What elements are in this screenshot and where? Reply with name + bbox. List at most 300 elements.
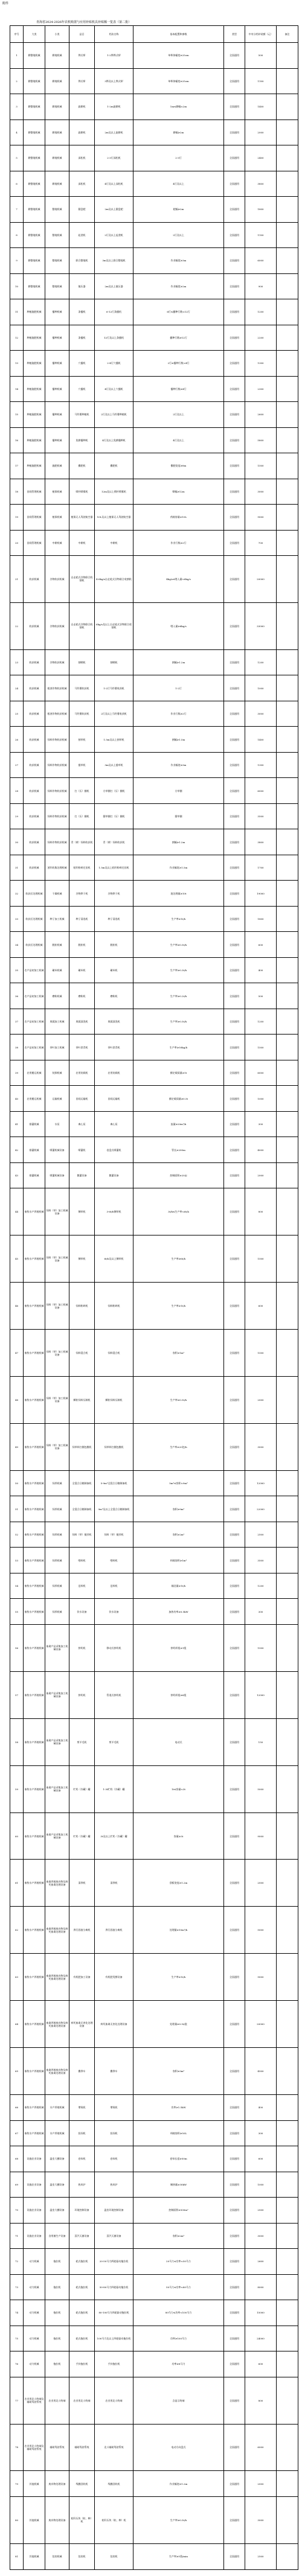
minor-category: 根茎作物收获机械: [45, 675, 69, 701]
row-number: 60: [10, 1812, 24, 1860]
major-category: 畜牧水产养殖机械: [24, 2048, 45, 2095]
type-cell: 全国通用: [224, 1423, 245, 1470]
note-cell: [277, 1111, 298, 1137]
row-number: 45: [10, 1235, 24, 1283]
type-cell: 全国通用: [224, 752, 245, 778]
spec-cell: 功率≥1.5kW: [133, 2095, 224, 2121]
item-name: 镇压器: [69, 273, 95, 299]
spec-cell: 生产率≥0.5t/h: [133, 2496, 224, 2543]
item-name: 茶叶杀青机: [69, 1035, 95, 1060]
subsidy-cell: 2000: [245, 120, 277, 145]
major-category: 畜牧水产养殖机械: [24, 1765, 45, 1812]
type-cell: 全国通用: [224, 197, 245, 223]
grade-name: 100马力及以上四轮驱动拖拉机: [95, 2326, 133, 2351]
table-row: [10, 2351, 298, 2377]
minor-category: 畜禽养殖废弃物及病死畜禽处理设备: [45, 2001, 69, 2048]
major-category: 畜牧水产养殖机械: [24, 1599, 45, 1625]
grade-name: 离心泵: [95, 1111, 133, 1137]
table-row: [10, 2543, 298, 2569]
major-category: 耕整地机械: [24, 273, 45, 299]
row-number: 48: [10, 1377, 24, 1424]
spec-cell: 4行及以上: [133, 427, 224, 453]
item-name: 秸秆粉碎还田机: [69, 855, 95, 881]
item-name: 挤奶机: [69, 1671, 95, 1718]
spec-cell: 容积≥2m³: [133, 2223, 224, 2249]
spec-cell: 割幅≥1.2m: [133, 829, 224, 855]
item-name: 蒸汽灭菌设备: [69, 2223, 95, 2249]
minor-category: 喷灌机械设备: [45, 1162, 69, 1188]
subsidy-cell: 1100: [245, 222, 277, 248]
note-cell: [277, 1718, 298, 1765]
table-row: [10, 1137, 298, 1163]
major-category: 种植施肥机械: [24, 351, 45, 377]
note-cell: [277, 602, 298, 649]
spec-cell: 4kg/s≤喂入量<6kg/s: [133, 556, 224, 603]
subsidy-cell: 1400: [245, 94, 277, 120]
item-name: 环境控制设备: [69, 2198, 95, 2224]
minor-category: 耕地机械: [45, 43, 69, 69]
spec-cell: 生产率≥0.5t/h: [133, 1009, 224, 1035]
item-name: 脱粒机: [69, 932, 95, 958]
major-category: 农产品初加工机械: [24, 1009, 45, 1035]
table-row: [10, 2198, 298, 2224]
item-name: 全混合日粮制备机: [69, 1470, 95, 1496]
item-name: 铧式犁: [69, 43, 95, 69]
subsidy-cell: 12000: [245, 1671, 277, 1718]
row-number: 25: [10, 701, 24, 727]
major-category: 畜牧水产养殖机械: [24, 1671, 45, 1718]
note-cell: [277, 855, 298, 881]
subsidy-cell: 1500: [245, 1624, 277, 1671]
spec-cell: 50马力≤功率<80马力: [133, 2274, 224, 2300]
note-cell: [277, 351, 298, 377]
row-number: 5: [10, 145, 24, 171]
spec-cell: 20马力≤功率<50马力: [133, 2249, 224, 2275]
major-category: 收获后处理机械: [24, 932, 45, 958]
spec-cell: 容积≥3m³: [133, 2048, 224, 2095]
grade-name: 投饲机: [95, 2120, 133, 2146]
table-row: [10, 2326, 298, 2351]
type-cell: 全国通用: [224, 1009, 245, 1035]
minor-category: 根茎作物收获机械: [45, 701, 69, 727]
grade-name: 3-6t/h铡草机: [95, 1188, 133, 1235]
type-cell: 全国通用: [224, 2471, 245, 2497]
row-number: 19: [10, 505, 24, 531]
note-cell: [277, 325, 298, 351]
spec-cell: 批处理量≥10t: [133, 881, 224, 907]
major-category: 种植施肥机械: [24, 325, 45, 351]
subsidy-cell: 1000: [245, 2172, 277, 2198]
spec-cell: 额定载质量≥1t: [133, 1060, 224, 1086]
subsidy-cell: 15000: [245, 2300, 277, 2326]
spec-cell: 卷帘长度≥50m: [133, 2146, 224, 2172]
col-header: 类型: [224, 26, 245, 43]
subsidy-cell: 20000: [245, 556, 277, 603]
note-cell: [277, 2172, 298, 2198]
table-row: [10, 145, 298, 171]
type-cell: 全国通用: [224, 273, 245, 299]
row-number: 47: [10, 1330, 24, 1377]
row-number: 9: [10, 248, 24, 274]
minor-category: 水产养殖机械: [45, 2120, 69, 2146]
subsidy-cell: 9000: [245, 1812, 277, 1860]
major-category: 畜牧水产养殖机械: [24, 1573, 45, 1599]
type-cell: 全国通用: [224, 505, 245, 531]
grade-name: 饲料（草）搅拌机: [95, 1522, 133, 1548]
note-cell: [277, 376, 298, 402]
spec-cell: 1t≤容量<3t: [133, 1765, 224, 1812]
major-category: 排灌机械: [24, 1137, 45, 1163]
subsidy-cell: 800: [245, 2377, 277, 2424]
note-cell: [277, 222, 298, 248]
table-row: [10, 2300, 298, 2326]
item-name: 自走轮式谷物联合收割机: [69, 556, 95, 603]
table-row: [10, 2223, 298, 2249]
major-category: 动力机械: [24, 2351, 45, 2377]
grade-name: 移动式挤奶机: [95, 1624, 133, 1671]
type-cell: 全国通用: [224, 1573, 245, 1599]
row-number: 7: [10, 197, 24, 223]
minor-category: 饲料（草）加工机械设备: [45, 1283, 69, 1330]
table-row: [10, 1283, 298, 1330]
type-cell: 全国通用: [224, 2543, 245, 2569]
spec-cell: 料箱容积≥1m³: [133, 1548, 224, 1573]
table-row: [10, 197, 298, 223]
item-name: 旋耕机: [69, 94, 95, 120]
spec-cell: 单犁体幅宽≥25cm: [133, 43, 224, 69]
minor-category: 茎秆收集处理机械: [45, 855, 69, 881]
minor-category: 包装机械: [45, 2543, 69, 2569]
item-name: 全混合日粮制备机: [69, 1496, 95, 1522]
row-number: 10: [10, 273, 24, 299]
type-cell: 全国通用: [224, 1812, 245, 1860]
subsidy-cell: 8000: [245, 2274, 277, 2300]
subsidy-cell: 150: [245, 1718, 277, 1765]
grade-name: 有机肥发酵设备: [95, 1954, 133, 2001]
minor-category: 磨粉机械: [45, 983, 69, 1009]
row-number: 18: [10, 479, 24, 505]
subsidy-cell: 900: [245, 273, 277, 299]
table-row: [10, 727, 298, 753]
note-cell: [277, 1086, 298, 1112]
spec-cell: 播种行数≥12行: [133, 325, 224, 351]
grade-name: 2m及以上旋耕机: [95, 120, 133, 145]
note-cell: [277, 2274, 298, 2300]
row-number: 16: [10, 427, 24, 453]
grade-name: 茶叶杀青机: [95, 1035, 133, 1060]
spec-cell: 作业幅宽≥3m: [133, 752, 224, 778]
row-number: 26: [10, 727, 24, 753]
grade-name: 增氧机: [95, 2095, 133, 2121]
table-row: [10, 351, 298, 377]
row-number: 78: [10, 2424, 24, 2471]
major-category: 耕整地机械: [24, 197, 45, 223]
row-number: 70: [10, 2198, 24, 2224]
type-cell: 全国通用: [224, 427, 245, 453]
spec-cell: 生产率≥1t/h: [133, 906, 224, 932]
table-header-row: [10, 26, 298, 43]
spec-cell: 耙幅≥2m: [133, 197, 224, 223]
major-category: 畜牧水产养殖机械: [24, 1522, 45, 1548]
grade-name: 饮水设备: [95, 1599, 133, 1625]
table-row: [10, 957, 298, 983]
row-number: 11: [10, 299, 24, 325]
minor-category: 整地机械: [45, 248, 69, 274]
item-name: 撒肥机: [69, 453, 95, 479]
subsidy-cell: 1200: [245, 299, 277, 325]
major-category: 收获机械: [24, 602, 45, 649]
spec-cell: 药箱容量≥10L: [133, 505, 224, 531]
row-number: 44: [10, 1188, 24, 1235]
grade-name: 脱粒机: [95, 932, 133, 958]
table-row: [10, 1423, 298, 1470]
row-number: 3: [10, 94, 24, 120]
item-name: 轮式拖拉机: [69, 2274, 95, 2300]
major-category: 耕整地机械: [24, 145, 45, 171]
table-row: [10, 855, 298, 881]
table-row: [10, 1060, 298, 1086]
table-row: [10, 2095, 298, 2121]
subsidy-cell: 1200: [245, 649, 277, 675]
subsidy-cell: 1700: [245, 855, 277, 881]
subsidy-cell: 1200: [245, 1573, 277, 1599]
item-name: 包装机: [69, 2543, 95, 2569]
subsidy-cell: 2500: [245, 2198, 277, 2224]
note-cell: [277, 145, 298, 171]
row-number: 24: [10, 675, 24, 701]
major-category: 农业用北斗终端及辅助驾驶系统: [24, 2424, 45, 2471]
minor-category: 整地机械: [45, 273, 69, 299]
subsidy-cell: 1300: [245, 351, 277, 377]
item-name: 自走轮式谷物联合收割机: [69, 602, 95, 649]
major-category: 畜牧水产养殖机械: [24, 2001, 45, 2048]
subsidy-cell: 5000: [245, 1907, 277, 1954]
type-cell: 全国通用: [224, 2351, 245, 2377]
item-name: 辅助驾驶系统: [69, 2424, 95, 2471]
note-cell: [277, 983, 298, 1009]
note-cell: [277, 1235, 298, 1283]
major-category: 畜牧水产养殖机械: [24, 1954, 45, 2001]
spec-cell: 生产率≥50kg/h: [133, 1035, 224, 1060]
row-number: 39: [10, 1060, 24, 1086]
major-category: 排灌机械: [24, 1111, 45, 1137]
item-name: 穴播机: [69, 351, 95, 377]
major-category: 种植施肥机械: [24, 402, 45, 428]
table-row: [10, 68, 298, 94]
type-cell: 全国通用: [224, 2001, 245, 2048]
item-name: 饲草料打捆包膜机: [69, 1423, 95, 1470]
row-number: 15: [10, 402, 24, 428]
item-name: 残膜回收机: [69, 2471, 95, 2497]
subsidy-cell: 3800: [245, 171, 277, 197]
spec-cell: 割幅≥1.5m: [133, 727, 224, 753]
grade-name: 1-2m旋耕机: [95, 94, 133, 120]
table-row: [10, 2496, 298, 2543]
subsidy-cell: 1800: [245, 197, 277, 223]
note-cell: [277, 530, 298, 556]
table-row: [10, 932, 298, 958]
table-row: [10, 2001, 298, 2048]
subsidy-cell: 300: [245, 1599, 277, 1625]
subsidy-cell: 500: [245, 983, 277, 1009]
grade-name: 卷盘式喷灌机: [95, 1137, 133, 1163]
note-cell: [277, 829, 298, 855]
minor-category: 运输机械: [45, 1086, 69, 1112]
type-cell: 全国通用: [224, 2146, 245, 2172]
row-number: 2: [10, 68, 24, 94]
subsidy-cell: 1500: [245, 1330, 277, 1377]
item-name: 搂草机: [69, 752, 95, 778]
grade-name: 4-6kg/s自走轮式谷物联合收割机: [95, 556, 133, 603]
spec-cell: 生产率≥0.3t/h: [133, 957, 224, 983]
major-category: 畜牧水产养殖机械: [24, 1377, 45, 1424]
subsidy-cell: 1400: [245, 727, 277, 753]
type-cell: 全国通用: [224, 1377, 245, 1424]
type-cell: 全国通用: [224, 855, 245, 881]
note-cell: [277, 1496, 298, 1522]
spec-cell: 2-3行: [133, 145, 224, 171]
item-name: 铡草机: [69, 1188, 95, 1235]
row-number: 36: [10, 983, 24, 1009]
table-row: [10, 1860, 298, 1907]
row-number: 23: [10, 649, 24, 675]
grade-name: 撒肥机: [95, 453, 133, 479]
subsidy-cell: 4500: [245, 2048, 277, 2095]
note-cell: [277, 505, 298, 531]
minor-category: 水产养殖机械: [45, 2095, 69, 2121]
item-name: 粪污固液分离机: [69, 1907, 95, 1954]
table-row: [10, 1599, 298, 1625]
minor-category: 碾米机械: [45, 957, 69, 983]
row-number: 14: [10, 376, 24, 402]
grade-name: 饲草料打捆包膜机: [95, 1423, 133, 1470]
table-row: [10, 1470, 298, 1496]
row-number: 20: [10, 530, 24, 556]
note-cell: [277, 1423, 298, 1470]
type-cell: 全国通用: [224, 649, 245, 675]
note-cell: [277, 2424, 298, 2471]
minor-category: 植保机械: [45, 479, 69, 505]
major-category: 其他机械: [24, 2543, 45, 2569]
subsidy-cell: 3500: [245, 1548, 277, 1573]
table-row: [10, 2377, 298, 2424]
subsidy-cell: 2400: [245, 145, 277, 171]
subsidy-cell: 2200: [245, 325, 277, 351]
major-category: 畜牧水产养殖机械: [24, 1860, 45, 1907]
type-cell: 全国通用: [224, 43, 245, 69]
type-cell: 全国通用: [224, 351, 245, 377]
table-row: [10, 530, 298, 556]
item-name: 条播机: [69, 299, 95, 325]
spec-cell: 挤奶杯组≥1组: [133, 1624, 224, 1671]
row-number: 69: [10, 2172, 24, 2198]
minor-category: 耕地机械: [45, 94, 69, 120]
type-cell: 全国通用: [224, 299, 245, 325]
minor-category: 植保机械: [45, 505, 69, 531]
type-cell: 全国通用: [224, 778, 245, 804]
subsidy-cell: 6000: [245, 1060, 277, 1086]
note-cell: [277, 2249, 298, 2275]
grade-name: 4行及以上免耕播种机: [95, 427, 133, 453]
minor-category: 谷物收获机械: [45, 556, 69, 603]
row-number: 38: [10, 1035, 24, 1060]
type-cell: 全国通用: [224, 1860, 245, 1907]
row-number: 40: [10, 1086, 24, 1112]
item-name: 手扶拖拉机: [69, 2351, 95, 2377]
spec-cell: 5m³≤容积<9m³: [133, 1470, 224, 1496]
minor-category: 果蔬加工机械: [45, 1009, 69, 1035]
table-row: [10, 427, 298, 453]
item-name: 喷灌机: [69, 1137, 95, 1163]
spec-cell: 容积≥1m³: [133, 1330, 224, 1377]
table-row: [10, 2249, 298, 2275]
item-name: 马铃薯收获机: [69, 701, 95, 727]
note-cell: [277, 2146, 298, 2172]
type-cell: 全国通用: [224, 1235, 245, 1283]
item-name: 卷帘机: [69, 2146, 95, 2172]
row-number: 67: [10, 2120, 24, 2146]
note-cell: [277, 2095, 298, 2121]
grade-name: 卷帘机: [95, 2146, 133, 2172]
note-cell: [277, 2471, 298, 2497]
subsidy-cell: 600: [245, 932, 277, 958]
spec-cell: 生产率≥5袋/min: [133, 2543, 224, 2569]
minor-category: 废弃物处理设备: [45, 2471, 69, 2497]
type-cell: 全国通用: [224, 2496, 245, 2543]
subsidy-cell: 24000: [245, 2326, 277, 2351]
row-number: 73: [10, 2274, 24, 2300]
minor-category: 辅助驾驶系统: [45, 2424, 69, 2471]
item-name: 离心泵: [69, 1111, 95, 1137]
note-cell: [277, 1060, 298, 1086]
spec-cell: 容积≥2m³: [133, 1522, 224, 1548]
spec-cell: 料箱容积≥50L: [133, 2120, 224, 2146]
major-category: 农用搬运机械: [24, 1086, 45, 1112]
subsidy-cell: 600: [245, 1283, 277, 1330]
grade-name: 饲料粉碎机: [95, 1283, 133, 1330]
spec-cell: 割幅≥1.2m: [133, 649, 224, 675]
row-number: 51: [10, 1496, 24, 1522]
grade-name: 10L及以上植保无人驾驶航空器: [95, 505, 133, 531]
grade-name: 20-50马力两轮驱动拖拉机: [95, 2249, 133, 2275]
note-cell: [277, 120, 298, 145]
grade-name: 饲料混合机: [95, 1330, 133, 1377]
grade-name: 6kg/s及以上自走轮式谷物联合收割机: [95, 602, 133, 649]
spec-cell: 控制面积≥500m²: [133, 2198, 224, 2224]
item-name: 青（黄）饲料收获机: [69, 829, 95, 855]
major-category: 畜牧水产养殖机械: [24, 1624, 45, 1671]
item-name: 轮式拖拉机: [69, 2249, 95, 2275]
col-header: 中央分档补贴额（元）: [245, 26, 277, 43]
type-cell: 全国通用: [224, 2274, 245, 2300]
spec-cell: 作业幅宽≥3m: [133, 248, 224, 274]
subsidy-cell: 3000: [245, 1423, 277, 1470]
subsidy-cell: 1500: [245, 453, 277, 479]
type-cell: 全国通用: [224, 2223, 245, 2249]
note-cell: [277, 2048, 298, 2095]
row-number: 4: [10, 120, 24, 145]
subsidy-cell: 3500: [245, 803, 277, 829]
note-cell: [277, 1954, 298, 2001]
subsidy-cell: 1200: [245, 1009, 277, 1035]
minor-category: 饲料（草）加工机械设备: [45, 1377, 69, 1424]
minor-category: 整地机械: [45, 222, 69, 248]
item-name: 饮水设备: [69, 1599, 95, 1625]
item-name: 种子清选机: [69, 906, 95, 932]
spec-cell: 生产率≥1t/h: [133, 1283, 224, 1330]
type-cell: 全国通用: [224, 2326, 245, 2351]
row-number: 37: [10, 1009, 24, 1035]
